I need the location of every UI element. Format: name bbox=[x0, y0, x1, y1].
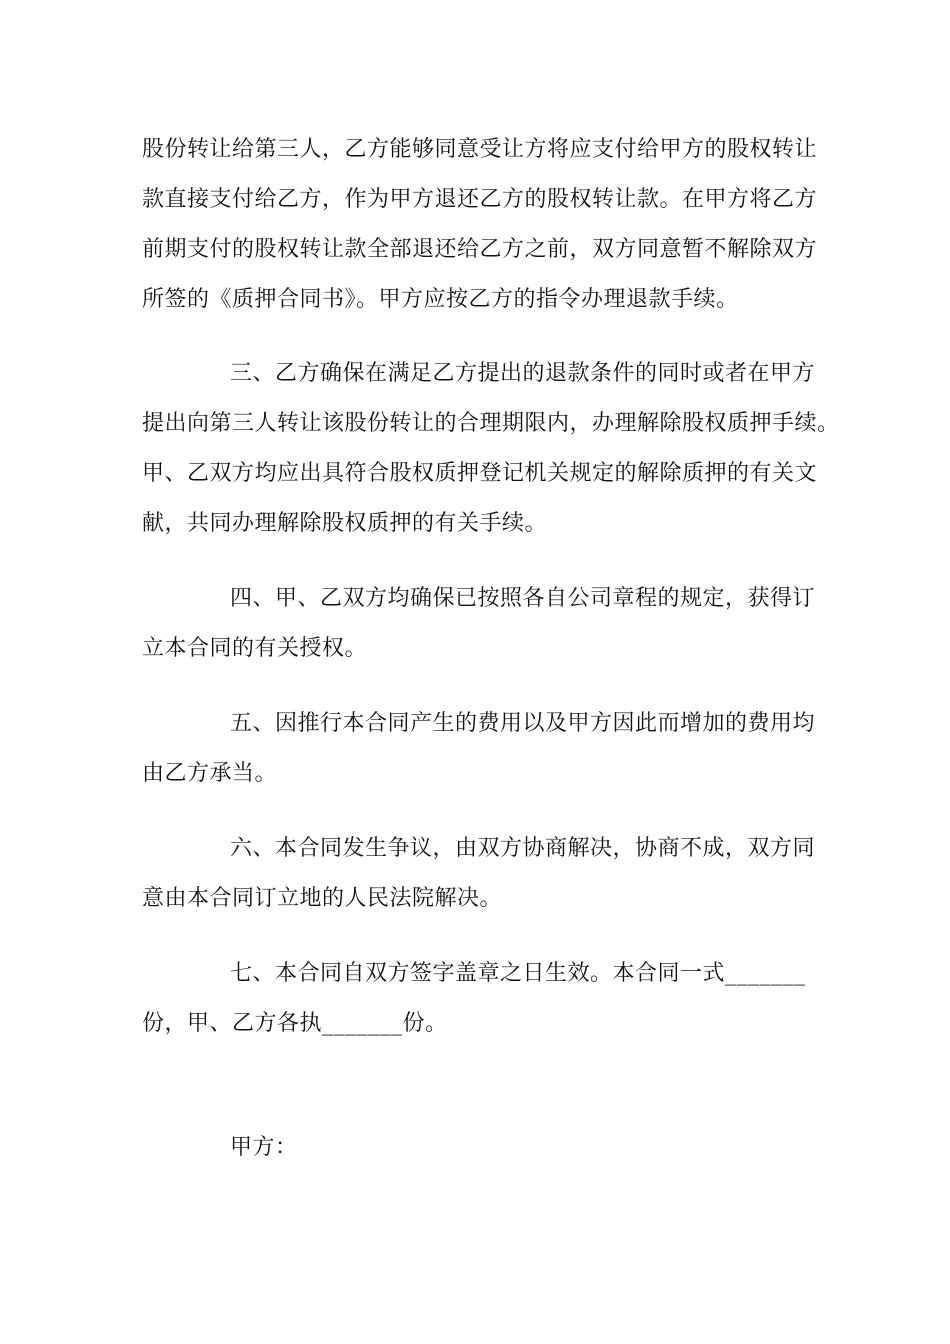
paragraph-2-line-1: 股份转让给第三人，乙方能够同意受让方将应支付给甲方的股权转让 bbox=[142, 137, 818, 162]
paragraph-2-line-4: 所签的《质押合同书》。甲方应按乙方的指令办理退款手续。 bbox=[142, 287, 739, 312]
clause-6-line-1: 六、本合同发生争议，由双方协商解决，协商不成，双方同 bbox=[230, 836, 816, 861]
clause-4-line-1: 四、甲、乙双方均确保已按照各自公司章程的规定，获得订 bbox=[230, 586, 816, 611]
clause-4-line-2: 立本合同的有关授权。 bbox=[142, 636, 368, 661]
paragraph-2-line-3: 前期支付的股权转让款全部退还给乙方之前，双方同意暂不解除双方 bbox=[142, 237, 818, 262]
clause-3-line-1: 三、乙方确保在满足乙方提出的退款条件的同时或者在甲方 bbox=[230, 361, 816, 386]
clause-3-line-3: 甲、乙双方均应出具符合股权质押登记机关规定的解除质押的有关文 bbox=[142, 461, 818, 486]
paragraph-2-line-2: 款直接支付给乙方，作为甲方退还乙方的股权转让款。在甲方将乙方 bbox=[142, 187, 818, 212]
party-a-signature-label: 甲方： bbox=[230, 1135, 298, 1160]
clause-6-line-2: 意由本合同订立地的人民法院解决。 bbox=[142, 886, 503, 911]
clause-3-line-4: 献，共同办理解除股权质押的有关手续。 bbox=[142, 511, 548, 536]
clause-7-line-1: 七、本合同自双方签字盖章之日生效。本合同一式_______ bbox=[230, 961, 806, 986]
clause-7-line-2: 份，甲、乙方各执_______份。 bbox=[142, 1011, 448, 1036]
clause-5-line-2: 由乙方承当。 bbox=[142, 761, 278, 786]
clause-3-line-2: 提出向第三人转让该股份转让的合理期限内，办理解除股权质押手续。 bbox=[142, 411, 840, 436]
clause-5-line-1: 五、因推行本合同产生的费用以及甲方因此而增加的费用均 bbox=[230, 711, 816, 736]
